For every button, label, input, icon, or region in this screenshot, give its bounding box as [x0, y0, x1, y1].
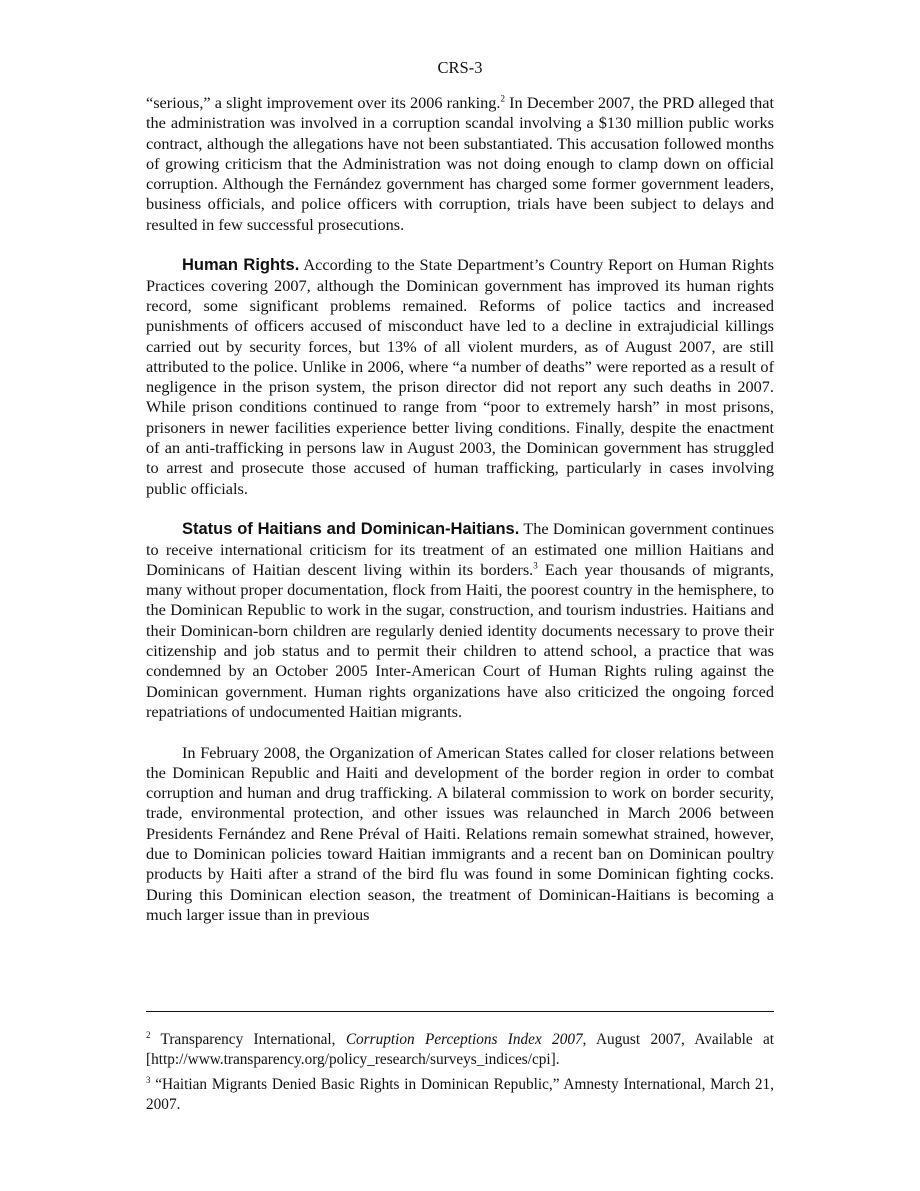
paragraph-text: The Dominican government continues to receive international criticism for its treatment of an estimated one million Haitians and Dominicans of Haitian descent living within its borders. — [146, 519, 774, 579]
paragraph-text: In December 2007, the PRD alleged that the administration was involved in a corruption scandal involving a $130 million public works contract, although the allegations have not been substantiated. This accusation followed months of growing criticism that the Administration was not doing enough to clamp down on official corruption. Although the Fernández government has charged some former government leaders, business officials, and police officers with corruption, trials have been subject to delays and resulted in few successful prosecutions. — [146, 93, 775, 234]
paragraph-corruption-continued — [146, 93, 774, 235]
footnote-ref-2[interactable]: 2 — [500, 93, 505, 104]
paragraph-text: According to the State Department’s Country Report on Human Rights Practices covering 2007, although the Dominican government has improved its human rights record, some significant problems remained. Reforms of police tactics and increased punishments of officers accused of misconduct have led to a decline in extrajudicial killings carried out by security forces, but 13% of all violent murders, as of August 2007, are still attributed to the police. Unlike in 2006, where “a number of deaths” were reported as a result of negligence in the prison system, the prison director did not report any such deaths in 2007. While prison conditions continued to range from “poor to extremely harsh” in most prisons, prisoners in newer facilities experience better living conditions. Finally, despite the enactment of an anti-trafficking in persons law in August 2003, the Dominican government has struggled to arrest and prosecute those accused of human trafficking, particularly in cases involving public officials. — [146, 255, 774, 498]
paragraph-haitians-status — [146, 519, 774, 722]
footnote-ref-3[interactable]: 3 — [533, 560, 538, 571]
footnote-text: Transparency International, — [150, 1031, 346, 1048]
footnote-divider — [146, 1011, 774, 1012]
section-heading-haitians: Status of Haitians and Dominican-Haitians. — [182, 520, 520, 539]
page-number-header: CRS-3 — [437, 58, 483, 77]
section-heading-human-rights: Human Rights. — [182, 256, 300, 275]
footnote-title-italic: Corruption Perceptions Index 2007 — [345, 1031, 583, 1048]
footnote-3 — [146, 1075, 774, 1114]
paragraph-text: In February 2008, the Organization of American States called for closer relations between the Dominican Republic and Haiti and development of the border region in order to combat corruption and human and drug trafficking. A bilateral commission to work on border security, trade, environmental protection, and other issues was relaunched in March 2006 between Presidents Fernández and Rene Préval of Haiti. Relations remain somewhat strained, however, due to Dominican policies toward Haitian immigrants and a recent ban on Dominican poultry products by Haiti after a strand of the bird flu was found in some Dominican fighting cocks. During this Dominican election season, the treatment of Dominican-Haitians is becoming a much larger issue than in previous — [146, 742, 774, 924]
paragraph-oas-relations — [146, 743, 774, 926]
paragraph-text: Each year thousands of migrants, many without proper documentation, flock from Haiti, the poorest country in the hemisphere, to the Dominican Republic to work in the sugar, construction, and tourism industries. Haitians and their Dominican-born children are regularly denied identity documents necessary to prove their citizenship and job status and to permit their children to attend school, a practice that was condemned by an October 2005 Inter-American Court of Human Rights ruling against the Dominican government. Human rights organizations have also criticized the ongoing forced repatriations of undocumented Haitian migrants. — [146, 559, 774, 721]
paragraph-text: “serious,” a slight improvement over its 2006 ranking. — [146, 93, 501, 112]
footnote-text: “Haitian Migrants Denied Basic Rights in Dominican Republic,” Amnesty International, March 21, 2007. — [146, 1076, 774, 1113]
footnote-text: , August 2007, Available at [http://www.transparency.org/policy_research/surveys_indices/cpi]. — [146, 1031, 774, 1068]
footnotes — [146, 1030, 774, 1120]
footnote-number: 2 — [146, 1029, 151, 1040]
footnote-2 — [146, 1030, 774, 1069]
paragraph-human-rights — [146, 255, 774, 499]
footnote-number: 3 — [146, 1074, 151, 1085]
body-text — [146, 93, 774, 945]
